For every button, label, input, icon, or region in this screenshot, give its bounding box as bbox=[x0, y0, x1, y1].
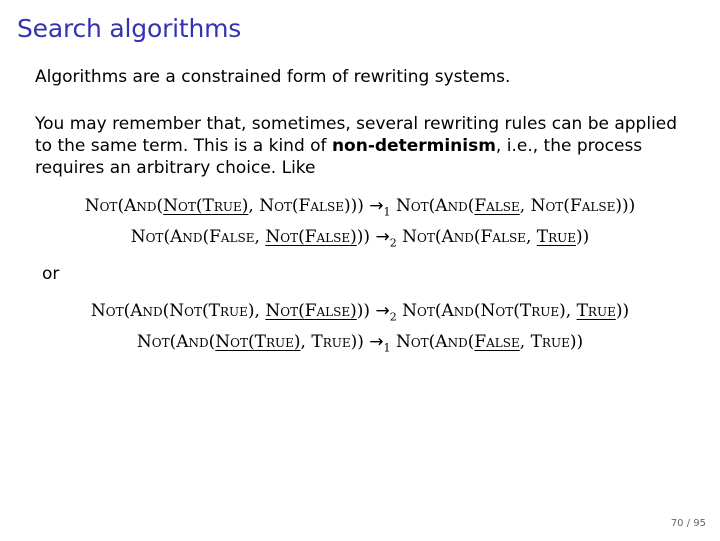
formula-line-1: Not(And(Not(True), Not(False))) $\to_1$ Not(And(False, Not(False))) bbox=[84, 196, 636, 219]
intro-text: Algorithms are a constrained form of rewriting systems. bbox=[35, 67, 511, 87]
formula-line-2: Not(And(False, Not(False))) $\to_2$ Not(And(False, True)) bbox=[130, 227, 590, 250]
page-number: 70 / 95 bbox=[670, 518, 706, 529]
formula-line-3: Not(And(Not(True), Not(False))) $\to_2$ Not(And(Not(True), True)) bbox=[90, 301, 630, 324]
nondeterminism-paragraph bbox=[35, 113, 695, 179]
formula-line-4: Not(And(Not(True), True)) $\to_1$ Not(And(False, True)) bbox=[136, 332, 584, 355]
slide-title: Search algorithms bbox=[17, 14, 242, 43]
paragraph-before: You may remember that, sometimes, several rewriting rules can be applied to the same term. This is a kind of bbox=[35, 114, 678, 156]
paragraph-bold: non-determinism bbox=[331, 136, 496, 156]
paragraph-after: , i.e., the process requires an arbitrary choice. Like bbox=[35, 136, 643, 178]
or-label: or bbox=[42, 264, 60, 284]
